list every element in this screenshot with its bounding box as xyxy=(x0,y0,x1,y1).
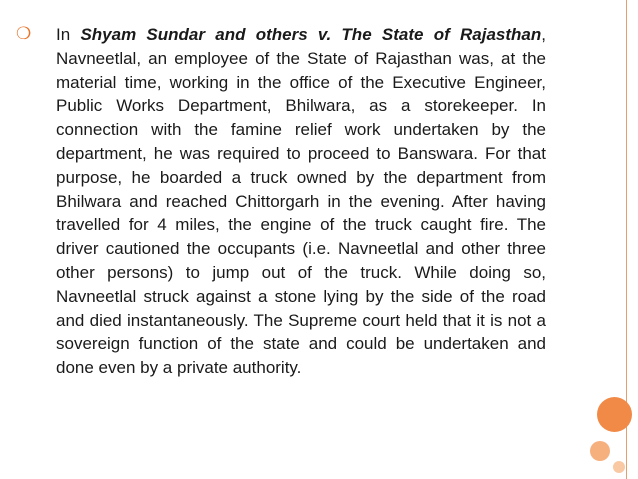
decorative-circle-medium xyxy=(590,441,610,461)
ring-bullet-icon: ❍ xyxy=(16,24,32,43)
decorative-circle-small xyxy=(613,461,625,473)
paragraph-body: , Navneetlal, an employee of the State of Rajasthan was, at the material time, working in the office of the Executive Engineer, Public Works Department, Bhilwara, as a storekeeper. In connection with the famine relief work undertaken by the department, he was required to proceed to Banswara. For that purpose, he boarded a truck owned by the department from Bhilwara and reached Chittorgarh in the evening. After having travelled for 4 miles, the engine of the truck caught fire. The driver cautioned the occupants (i.e. Navneetlal and other three other persons) to jump out of the truck. While doing so, Navneetlal struck against a stone lying by the side of the road and died instantaneously. The Supreme court held that it is not a sovereign function of the state and could be undertaken and done even by a private authority. xyxy=(56,25,546,378)
paragraph-intro: In xyxy=(56,25,81,44)
slide-paragraph xyxy=(56,23,546,380)
decorative-circle-large xyxy=(597,397,632,432)
case-name: Shyam Sundar and others v. The State of Rajasthan xyxy=(80,25,542,44)
